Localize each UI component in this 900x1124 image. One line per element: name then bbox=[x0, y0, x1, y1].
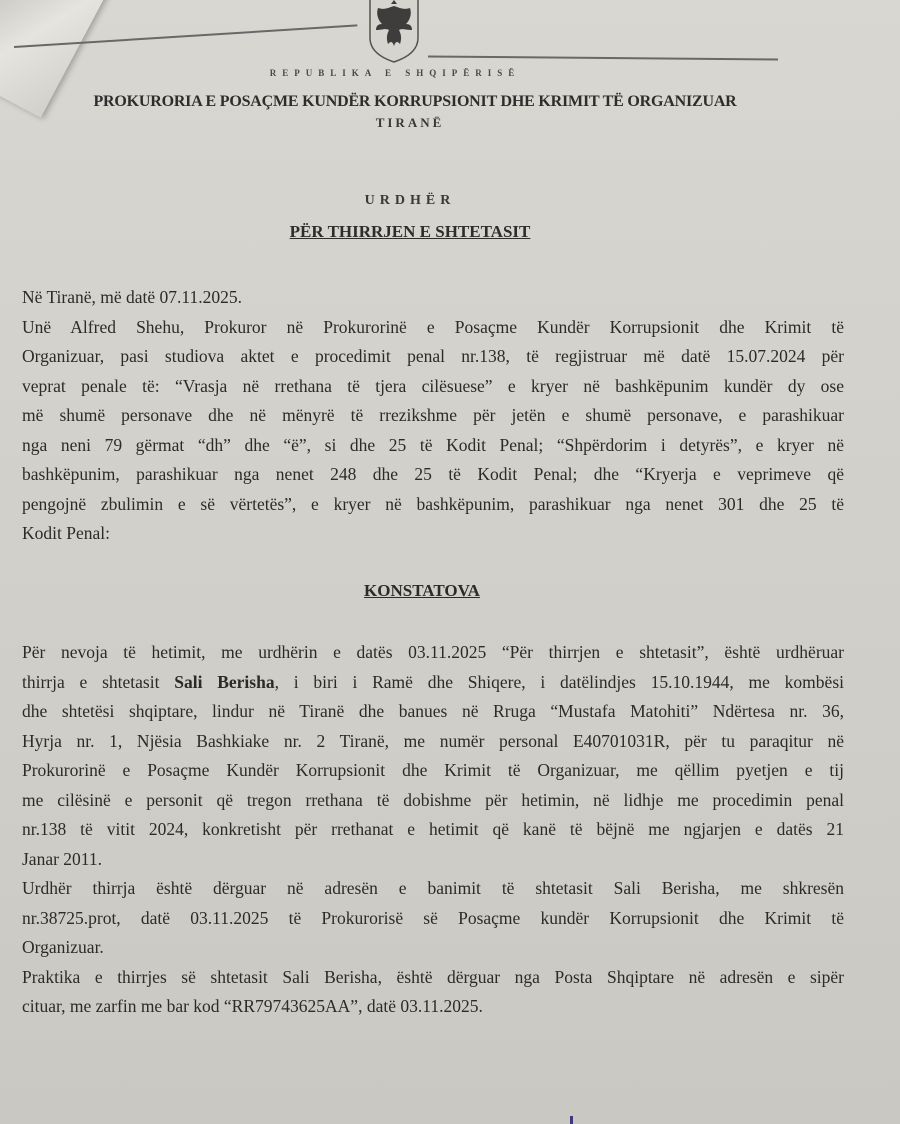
findings-line: nr.138 të vitit 2024, konkretisht për rrethanat e hetimit që kanë të bëjnë me ngjarjen e datës 21 bbox=[22, 819, 844, 839]
place-date-line: Në Tiranë, më datë 07.11.2025. bbox=[22, 287, 243, 307]
intro-line: më shumë personave dhe në mënyrë të rrezikshme për jetën e shumë personave, e parashikuar bbox=[22, 405, 844, 425]
findings-line: Për nevoja të hetimit, me urdhërin e datës 03.11.2025 “Për thirrjen e shtetasit”, është urdhëruar bbox=[22, 642, 844, 662]
findings-line: Prokurorinë e Posaçme Kundër Korrupsionit dhe Krimit të Organizuar, me qëllim pyetjen e tij bbox=[22, 760, 844, 780]
delivery-line: Organizuar. bbox=[22, 937, 104, 957]
delivery-line: Urdhër thirrja është dërguar në adresën e banimit të shtetasit Sali Berisha, me shkresën bbox=[22, 878, 844, 898]
findings-section bbox=[22, 638, 844, 1022]
albanian-eagle-emblem-icon bbox=[362, 0, 426, 64]
header-rule-right bbox=[428, 55, 778, 60]
section-heading-konstatova: KONSTATOVA bbox=[364, 581, 480, 600]
findings-line-with-name bbox=[22, 668, 844, 698]
postal-line: cituar, me zarfin me bar kod “RR79743625AA”, datë 03.11.2025. bbox=[22, 996, 483, 1016]
citizen-name: Sali Berisha bbox=[174, 671, 275, 692]
intro-line: pengojnë zbulimin e së vërtetës”, e kryer në bashkëpunim, parashikuar nga nenet 301 dhe 25 të bbox=[22, 493, 844, 514]
findings-line: Hyrja nr. 1, Njësia Bashkiake nr. 2 Tiranë, me numër personal E40701031R, për tu paraqitur në bbox=[22, 730, 844, 751]
republic-name: REPUBLIKA E SHQIPËRISË bbox=[269, 68, 521, 78]
prosecution-office-name: PROKURORIA E POSAÇME KUNDËR KORRUPSIONIT DHE KRIMIT TË ORGANIZUAR bbox=[93, 93, 737, 110]
findings-text: , i biri i Ramë dhe Shiqere, i datëlindjes 15.10.1944, me kombësi bbox=[274, 671, 844, 692]
findings-line: me cilësinë e personit që tregon rrethana të dobishme për hetimin, në lidhje me procedimin penal bbox=[22, 789, 844, 810]
intro-line: nga neni 79 gërmat “dh” dhe “ë”, si dhe 25 të Kodit Penal; “Shpërdorim i detyrës”, e kryer në bbox=[22, 434, 844, 455]
intro-line: Kodit Penal: bbox=[22, 523, 110, 543]
intro-line: Unë Alfred Shehu, Prokuror në Prokurorinë e Posaçme Kundër Korrupsionit dhe Krimit të bbox=[22, 316, 844, 337]
delivery-line: nr.38725.prot, datë 03.11.2025 të Prokurorisë së Posaçme kundër Korrupsionit dhe Krimit të bbox=[22, 907, 844, 928]
intro-section bbox=[22, 283, 844, 549]
document-subtitle: PËR THIRRJEN E SHTETASIT bbox=[289, 222, 531, 241]
ink-mark bbox=[570, 1116, 573, 1124]
office-city: TIRANË bbox=[375, 115, 445, 130]
findings-line: Janar 2011. bbox=[22, 848, 103, 869]
intro-line: bashkëpunim, parashikuar nga nenet 248 dhe 25 të Kodit Penal; dhe “Kryerja e veprimeve që bbox=[22, 464, 844, 484]
findings-text: thirrja e shtetasit bbox=[22, 671, 175, 692]
intro-line: Organizuar, pasi studiova aktet e procedimit penal nr.138, të regjistruar më datë 15.07.2024 për bbox=[22, 346, 844, 366]
intro-line: veprat penale të: “Vrasja në rrethana të tjera cilësuese” e kryer në bashkëpunim kundër dy ose bbox=[22, 375, 844, 396]
findings-line: dhe shtetësi shqiptare, lindur në Tiranë dhe banues në Rruga “Mustafa Matohiti” Ndërtesa nr. 36, bbox=[22, 701, 844, 721]
document-title: URDHËR bbox=[364, 193, 456, 208]
postal-line: Praktika e thirrjes së shtetasit Sali Berisha, është dërguar nga Posta Shqiptare në adresën e sipër bbox=[22, 966, 844, 987]
